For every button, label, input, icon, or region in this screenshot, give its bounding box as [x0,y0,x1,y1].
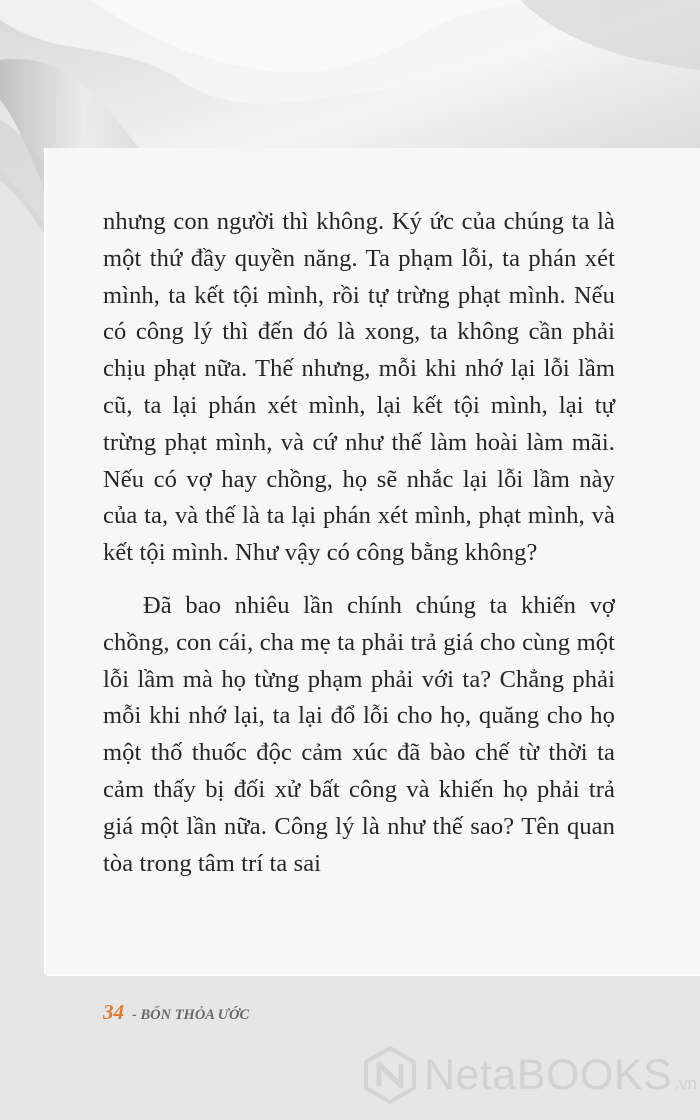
paragraph-2: Đã bao nhiêu lần chính chúng ta khiến vợ chồng, con cái, cha mẹ ta phải trả giá cho cùng một lỗi lầm mà họ từng phạm phải với ta? Chẳng phải mỗi khi nhớ lại, ta lại đổ lỗi cho họ, quăng cho họ một thố thuốc độc cảm xúc đã bào chế từ thời ta cảm thấy bị đối xử bất công và khiến họ phải trả giá một lần nữa. Công lý là như thế sao? Tên quan tòa trong tâm trí ta sai [103,591,615,877]
watermark-brand: NetaBOOKS [424,1050,673,1099]
netabooks-logo-icon [362,1046,418,1104]
page-footer [103,1000,249,1028]
watermark [362,1045,697,1105]
page-number: 34 [103,1000,124,1024]
paragraph-1: nhưng con người thì không. Ký ức của chúng ta là một thứ đầy quyền năng. Ta phạm lỗi, ta phán xét mình, ta kết tội mình, rồi tự trừng phạt mình. Nếu có công lý thì đến đó là xong, ta không cần phải chịu phạt nữa. Thế nhưng, mỗi khi nhớ lại lỗi lầm cũ, ta lại phán xét mình, lại kết tội mình, lại tự trừng phạt mình, và cứ như thế làm hoài làm mãi. Nếu có vợ hay chồng, họ sẽ nhắc lại lỗi lầm này của ta, và thế là ta lại phán xét mình, phạt mình, và kết tội mình. Như vậy có công bằng không? [103,208,615,567]
running-book-title: - BỐN THỎA ƯỚC [132,1007,250,1023]
body-text [103,204,615,882]
watermark-suffix: .vn [674,1074,697,1093]
